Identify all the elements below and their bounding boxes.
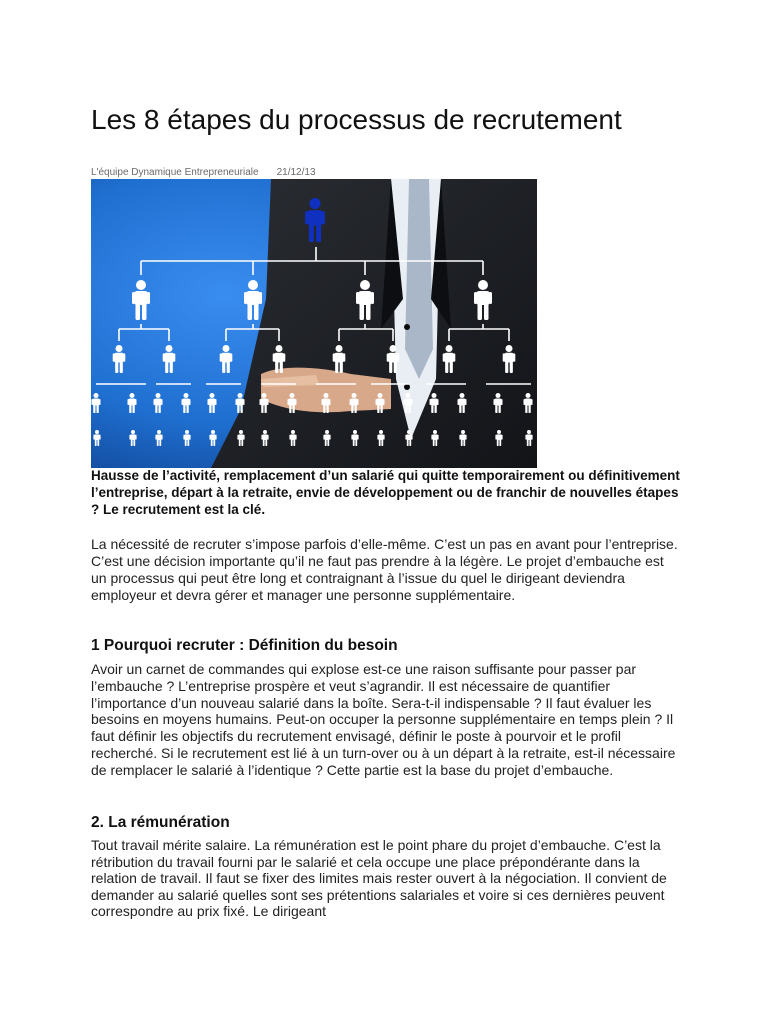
org-chart-illustration	[91, 179, 537, 468]
section-heading-remuneration: 2. La rémunération	[91, 814, 230, 831]
section-body-remuneration: Tout travail mérite salaire. La rémunération est le point phare du projet d’embauche. C’est la rétribution du travail fourni par le salarié et cela occupe une place prépondérante dans la relation de travail. Il faut se fixer des limites mais rester ouvert à la négociation. Il convient de demander au salarié quelles sont ses prétentions salariales et voire si ces dernières peuvent correspondre au prix fixé. Le dirigeant	[91, 837, 667, 920]
section-body-besoin: Avoir un carnet de commandes qui explose est-ce une raison suffisante pour passer par l’embauche ? L’entreprise prospère et veut s’agrandir. Il est nécessaire de quantifier l’importance d’un nouveau salarié dans la boîte. Sera-t-il indispensable ? Il faut évaluer les besoins en moyens humains. Peut-on occuper la personne supplémentaire en temps plein ? Il faut définir les objectifs du recrutement envisagé, définir le poste à pourvoir et le profil recherché. Si le recrutement est lié à un turn-over ou à un départ à la retraite, est-il nécessaire de remplacer le salarié à l’identique ? Cette partie est la base du projet d’embauche.	[91, 661, 676, 778]
section-heading-besoin: 1 Pourquoi recruter : Définition du besoin	[91, 637, 398, 654]
hero-image	[91, 179, 537, 468]
publish-date: 21/12/13	[276, 167, 316, 178]
article-title: Les 8 étapes du processus de recrutement	[91, 104, 622, 135]
article-lead: Hausse de l’activité, remplacement d’un salarié qui quitte temporairement ou définitivement l’entreprise, départ à la retraite, envie de développement ou de franchir de nouvelles étapes ? Le recrutement est la clé.	[91, 468, 680, 517]
article-meta	[91, 167, 316, 178]
author-name[interactable]: L'équipe Dynamique Entrepreneuriale	[91, 167, 259, 178]
intro-paragraph: La nécessité de recruter s’impose parfois d’elle-même. C’est un pas en avant pour l’entreprise. C’est une décision importante qu’il ne faut pas prendre à la légère. Le projet d’embauche est un processus qui peut être long et contraignant à l’issue du quel le dirigeant deviendra employeur et devra gérer et manager une personne supplémentaire.	[91, 536, 678, 603]
